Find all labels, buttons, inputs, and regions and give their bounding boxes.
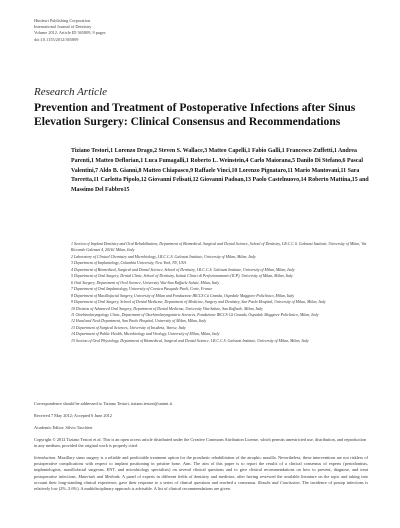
author-list: Tiziano Testori,1 Lorenzo Drago,2 Steven S. Wallace,3 Matteo Capelli,1 Fabio Galli,1 Francesco Zuffetti,1 Andrea Parenti,1 Matteo Deflorian,1 Luca Fumagalli,1 Roberto L. Weinstein,4 Carlo Maiorana,5 Danilo Di Stefano,6 Pascal Valentini,7 Aldo B. Giannì,8 Matteo Chiapasco,9 Raffaele Vinci,10 Lorenzo Pignataro,11 Mario Mantovani,11 Sara Torretta,11 Carlotta Pipolo,12 Giovanni Felisati,12 Giovanni Padoan,13 Paolo Castelnuovo,14 Roberto Mattina,15 and Massimo Del Fabbro15: [71, 148, 369, 194]
abstract-intro-text: Maxillary sinus surgery is a reliable and predictable treatment option for the prosthetic rehabilitation of the atrophic maxilla. Nevertheless, these interventions are not riskless of postoperative complications with respect to implant positioning in pristine bone. Aim. The aim of this paper is to report the results of a clinical consensus of experts (periodontists, implantologists, maxillofacial surgeons, ENT, and microbiology specialists) on several clinical questions and to give clinical recommendations on how to prevent, diagnose, and treat postoperative infections.: [34, 455, 368, 479]
affiliation-item: 8 Department of Maxillofacial Surgery, University of Milan and Fondazione IRCCS Cà Granda, Ospedale Maggiore Policlinico, Milan, Italy: [71, 292, 295, 298]
affiliation-item: 11 Otorhinolaryngology Clinic, Department of Otorhinolaryngoiatric Sciences, Fondazione IRCCS Cà Granda, Ospedale Maggiore Policlinico, Milan, Italy: [71, 311, 319, 317]
affiliation-list: [71, 241, 371, 344]
affiliation-item: 9 Department of Oral Surgery, School of Dental Medicine, Department of Medicine, Surgery and Dentistry, San Paolo Hospital, University of Milan, Milan, Italy: [71, 299, 326, 305]
received-dates: Received 7 May 2012; Accepted 6 June 2012: [34, 413, 112, 418]
correspondence-note: Correspondence should be addressed to Tiziano Testori, tiziano.testori@unimi.it: [34, 401, 172, 406]
abstract-intro-label: Introduction.: [34, 455, 57, 460]
affiliation-item: 4 Department of Biomedical, Surgical and Dental Science, School of Dentistry, I.R.C.C.S. Galeazzi Institute, University of Milan, Milan, Italy: [71, 266, 295, 272]
doi-line: doi:10.1155/2012/365809: [34, 36, 79, 42]
abstract-methods-text: A panel of experts in different fields of dentistry and medicine, after having reviewed the available literature on the topic and taking into account their long-standing clinical experience, gave their response to a series of clinical questions and reached a consensus.: [34, 473, 368, 485]
affiliation-item: 5 Department of Oral Surgery, Dental Clinic, School of Dentistry, Istituti Clinici di Perfezionamento (ICP), University of Milan, Milan, Italy: [71, 273, 293, 279]
academic-editor: Academic Editor: Silvio Taschieri: [34, 425, 93, 430]
journal-masthead: [34, 18, 106, 43]
copyright-notice: Copyright © 2012 Tiziano Testori et al. This is an open access article distributed under the Creative Commons Attribution License, which permits unrestricted use, distribution, and reproduction in any medium, provided the original work is properly cited.: [34, 437, 367, 449]
affiliation-item: 15 Section of Oral Physiology, Department of Biomedical, Surgical and Dental Science, I.R.C.C.S. Galeazzi Institute, University of Milan, Milan, Italy: [71, 337, 309, 343]
affiliation-item: 13 Department of Surgical Sciences, University of Insubria, Varese, Italy: [71, 324, 186, 330]
abstract-results-text: The incidence of postop infections is relatively low (2%–5.6%). A multidisciplinary approach is advisable. A list of clinical recommendations are given.: [34, 479, 369, 492]
affiliation-item: 6 Oral Surgery, Department of Oral Science, University Vita-San Raffaele Salute, Milan, Italy: [71, 279, 220, 285]
paper-title: Prevention and Treatment of Postoperative Infections after Sinus Elevation Surgery: Clinical Consensus and Recommendations: [34, 101, 356, 128]
publisher-line: Hindawi Publishing Corporation: [34, 18, 91, 23]
abstract-methods-label: Materials and Methods.: [78, 473, 121, 479]
affiliation-item: 10 Division of Advanced Oral Surgery, Department of Dental Medicine, University Vita-Salute, San Raffaele, Milan, Italy: [71, 305, 263, 311]
journal-name: International Journal of Dentistry: [34, 24, 92, 30]
affiliation-item: 2 Laboratory of Clinical Chemistry and Microbiology, I.R.C.C.S. Galeazzi Institute, University of Milan, Milan, Italy: [71, 253, 256, 259]
affiliation-item: 3 Department of Implantology, Columbia University, New York, NY, USA: [71, 260, 186, 266]
abstract: [34, 455, 368, 492]
affiliation-item: 7 Department of Oral Implantology, University of Corsica Pasquale Paoli, Corte, France: [71, 286, 213, 292]
article-type: Research Article: [34, 86, 108, 98]
affiliation-item: 12 Head and Neck Department, San Paolo Hospital, University of Milan, Milan, Italy: [71, 318, 207, 324]
affiliation-item: 1 Section of Implant Dentistry and Oral Rehabilitation, Department of Biomedical, Surgical and Dental Science, School of Dentistry, I.R.C.C.S. Galeazzi Institute, University of Milan, Via Riccardo Galeazzi 4, 20161 Milan, Italy: [71, 241, 367, 253]
volume-line: Volume 2012, Article ID 365809, 9 pages: [34, 30, 106, 36]
abstract-results-label: Results and Conclusion.: [258, 479, 301, 485]
affiliation-item: 14 Department of Public Health, Microbiology and Virology, University of Milan, Milan, Italy: [71, 331, 220, 337]
